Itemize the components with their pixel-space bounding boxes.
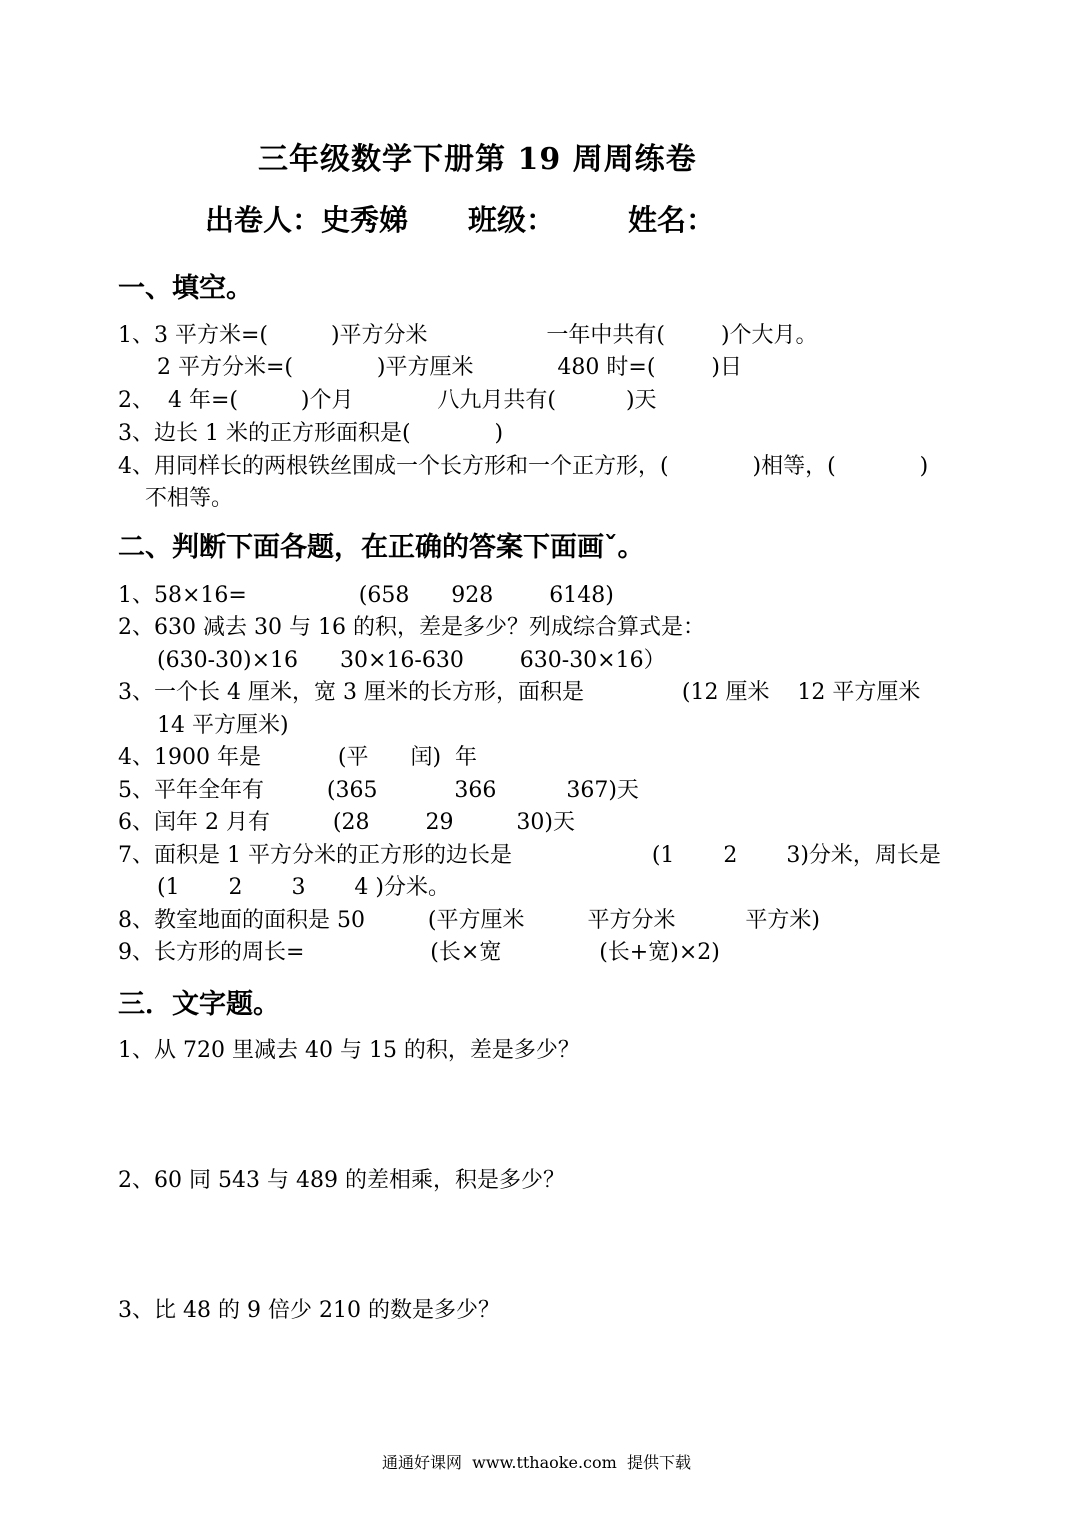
s1-line-4: 3、边长 1 米的正方形面积是( ) [118, 421, 504, 446]
class-label: 班级： [468, 203, 556, 237]
s1-line-5: 4、用同样长的两根铁丝围成一个长方形和一个正方形，( )相等，( ) [118, 454, 929, 479]
s1-line-3: 2、 4 年=( )个月 八九月共有( )天 [118, 388, 657, 413]
section1-heading: 一、填空。 [118, 273, 253, 304]
s2-line-1: 1、58×16= (658 928 6148) [118, 583, 614, 608]
s2-line-3: (630-30)×16 30×16-630 630-30×16） [157, 648, 666, 673]
s2-line-9: 7、面积是 1 平方分米的正方形的边长是 (1 2 3)分米，周长是 [118, 843, 941, 868]
s2-line-2: 2、630 减去 30 与 16 的积，差是多少？列成综合算式是： [118, 615, 705, 640]
s3-question-3: 3、比 48 的 9 倍少 210 的数是多少？ [118, 1298, 500, 1323]
s1-line-6: 不相等。 [145, 486, 234, 511]
s2-line-4: 3、一个长 4 厘米，宽 3 厘米的长方形，面积是 (12 厘米 12 平方厘米 [118, 680, 921, 705]
section2-heading: 二、判断下面各题，在正确的答案下面画ˇ。 [118, 532, 645, 563]
s3-question-1: 1、从 720 里减去 40 与 15 的积，差是多少？ [118, 1038, 580, 1063]
author-label: 出卷人：史秀娣 [205, 203, 409, 237]
s2-line-11: 8、教室地面的面积是 50 (平方厘米 平方分米 平方米) [118, 908, 820, 933]
s2-line-8: 6、闰年 2 月有 (28 29 30)天 [118, 810, 575, 835]
s1-line-1: 1、3 平方米=( )平方分米 一年中共有( )个大月。 [118, 323, 818, 348]
s1-line-2: 2 平方分米=( )平方厘米 480 时=( )日 [157, 355, 742, 380]
page-title: 三年级数学下册第 19 周周练卷 [258, 142, 697, 177]
s2-line-6: 4、1900 年是 (平 闰) 年 [118, 745, 478, 770]
s2-line-10: (1 2 3 4 )分米。 [157, 875, 451, 900]
s2-line-5: 14 平方厘米) [157, 713, 289, 738]
footer-credit: 通通好课网 www.tthaoke.com 提供下载 [382, 1453, 691, 1472]
s2-line-7: 5、平年全年有 (365 366 367)天 [118, 778, 639, 803]
name-label: 姓名： [628, 203, 716, 237]
section3-heading: 三．文字题。 [118, 989, 280, 1020]
s3-question-2: 2、60 同 543 与 489 的差相乘，积是多少？ [118, 1168, 565, 1193]
s2-line-12: 9、长方形的周长= (长×宽 (长+宽)×2) [118, 940, 720, 965]
